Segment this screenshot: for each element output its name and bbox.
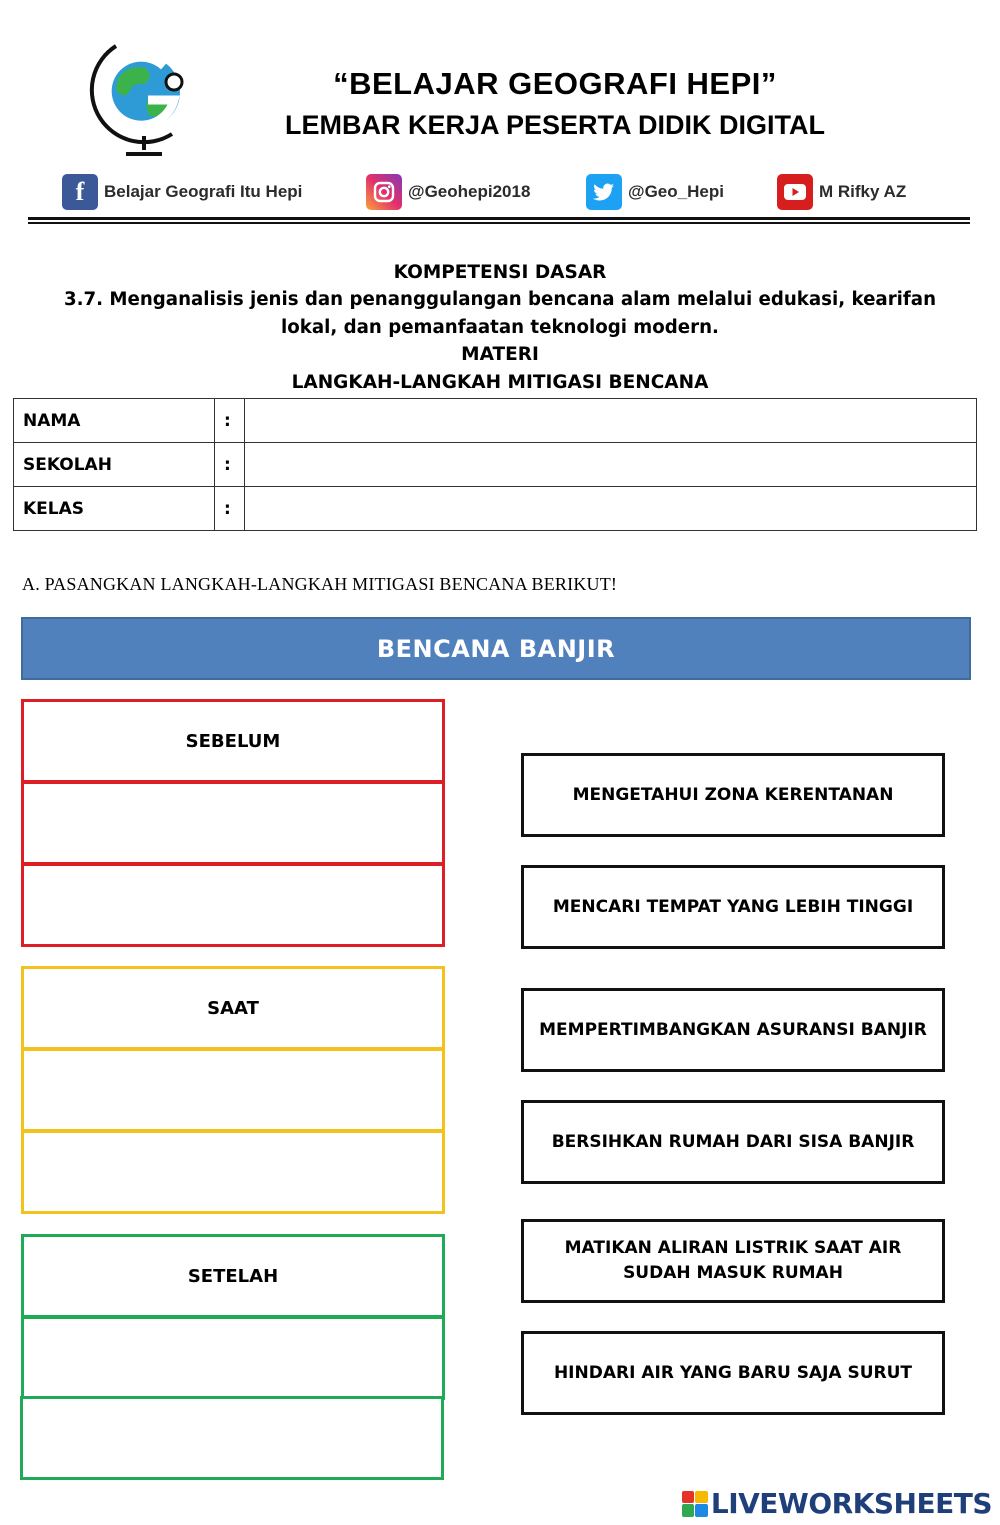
drop-slot-saat-2[interactable] bbox=[21, 1130, 445, 1214]
kompetensi-text-line1: 3.7. Menganalisis jenis dan penanggulangan bencana alam melalui edukasi, kearifan bbox=[63, 289, 937, 310]
social-instagram bbox=[366, 173, 530, 211]
youtube-icon bbox=[777, 174, 813, 210]
facebook-icon: f bbox=[62, 174, 98, 210]
kompetensi-heading: KOMPETENSI DASAR bbox=[393, 262, 607, 283]
drop-slot-saat-1[interactable] bbox=[21, 1048, 445, 1132]
liveworksheets-mark-icon bbox=[682, 1491, 708, 1517]
instruction-text: A. PASANGKAN LANGKAH-LANGKAH MITIGASI BENCANA BERIKUT! bbox=[22, 574, 618, 594]
group-header-setelah: SETELAH bbox=[21, 1234, 445, 1318]
kompetensi-text-line2: lokal, dan pemanfaatan teknologi modern. bbox=[281, 317, 719, 338]
social-youtube bbox=[777, 173, 906, 211]
liveworksheets-logo bbox=[682, 1487, 992, 1520]
student-info-table bbox=[13, 398, 977, 531]
answer-card[interactable]: BERSIHKAN RUMAH DARI SISA BANJIR bbox=[521, 1100, 945, 1184]
social-facebook bbox=[62, 173, 302, 211]
instagram-icon bbox=[366, 174, 402, 210]
answer-card[interactable]: MATIKAN ALIRAN LISTRIK SAAT AIR SUDAH MASUK RUMAH bbox=[521, 1219, 945, 1303]
answer-card[interactable]: MENGETAHUI ZONA KERENTANAN bbox=[521, 753, 945, 837]
worksheet-title: “BELAJAR GEOGRAFI HEPI” bbox=[333, 66, 777, 101]
drop-slot-setelah-2[interactable] bbox=[20, 1396, 444, 1480]
table-row bbox=[14, 443, 977, 487]
header-divider-thin bbox=[28, 222, 970, 224]
answer-card[interactable]: HINDARI AIR YANG BARU SAJA SURUT bbox=[521, 1331, 945, 1415]
materi-title: LANGKAH-LANGKAH MITIGASI BENCANA bbox=[291, 372, 709, 393]
globe-logo-icon bbox=[88, 38, 188, 160]
kelas-label: KELAS bbox=[14, 487, 215, 531]
answer-card[interactable]: MEMPERTIMBANGKAN ASURANSI BANJIR bbox=[521, 988, 945, 1072]
drop-slot-setelah-1[interactable] bbox=[21, 1316, 445, 1400]
brand-label: LIVEWORKSHEETS bbox=[710, 1487, 992, 1520]
sekolah-label: SEKOLAH bbox=[14, 443, 215, 487]
social-twitter-label: @Geo_Hepi bbox=[628, 182, 724, 201]
worksheet-subtitle: LEMBAR KERJA PESERTA DIDIK DIGITAL bbox=[284, 110, 825, 140]
drop-slot-sebelum-2[interactable] bbox=[21, 863, 445, 947]
table-row bbox=[14, 399, 977, 443]
social-facebook-label: Belajar Geografi Itu Hepi bbox=[104, 182, 303, 201]
nama-input[interactable] bbox=[245, 399, 977, 443]
twitter-icon bbox=[586, 174, 622, 210]
nama-label: NAMA bbox=[14, 399, 215, 443]
kelas-separator: : bbox=[215, 487, 245, 531]
drop-slot-sebelum-1[interactable] bbox=[21, 781, 445, 865]
group-header-saat: SAAT bbox=[21, 966, 445, 1050]
header-divider bbox=[28, 217, 970, 220]
sekolah-separator: : bbox=[215, 443, 245, 487]
banner-bencana-banjir: BENCANA BANJIR bbox=[21, 617, 971, 680]
answer-card[interactable]: MENCARI TEMPAT YANG LEBIH TINGGI bbox=[521, 865, 945, 949]
materi-heading: MATERI bbox=[461, 344, 539, 365]
social-twitter bbox=[586, 173, 724, 211]
social-instagram-label: @Geohepi2018 bbox=[408, 182, 531, 201]
social-youtube-label: M Rifky AZ bbox=[819, 182, 907, 201]
table-row bbox=[14, 487, 977, 531]
nama-separator: : bbox=[215, 399, 245, 443]
kelas-input[interactable] bbox=[245, 487, 977, 531]
sekolah-input[interactable] bbox=[245, 443, 977, 487]
group-header-sebelum: SEBELUM bbox=[21, 699, 445, 783]
